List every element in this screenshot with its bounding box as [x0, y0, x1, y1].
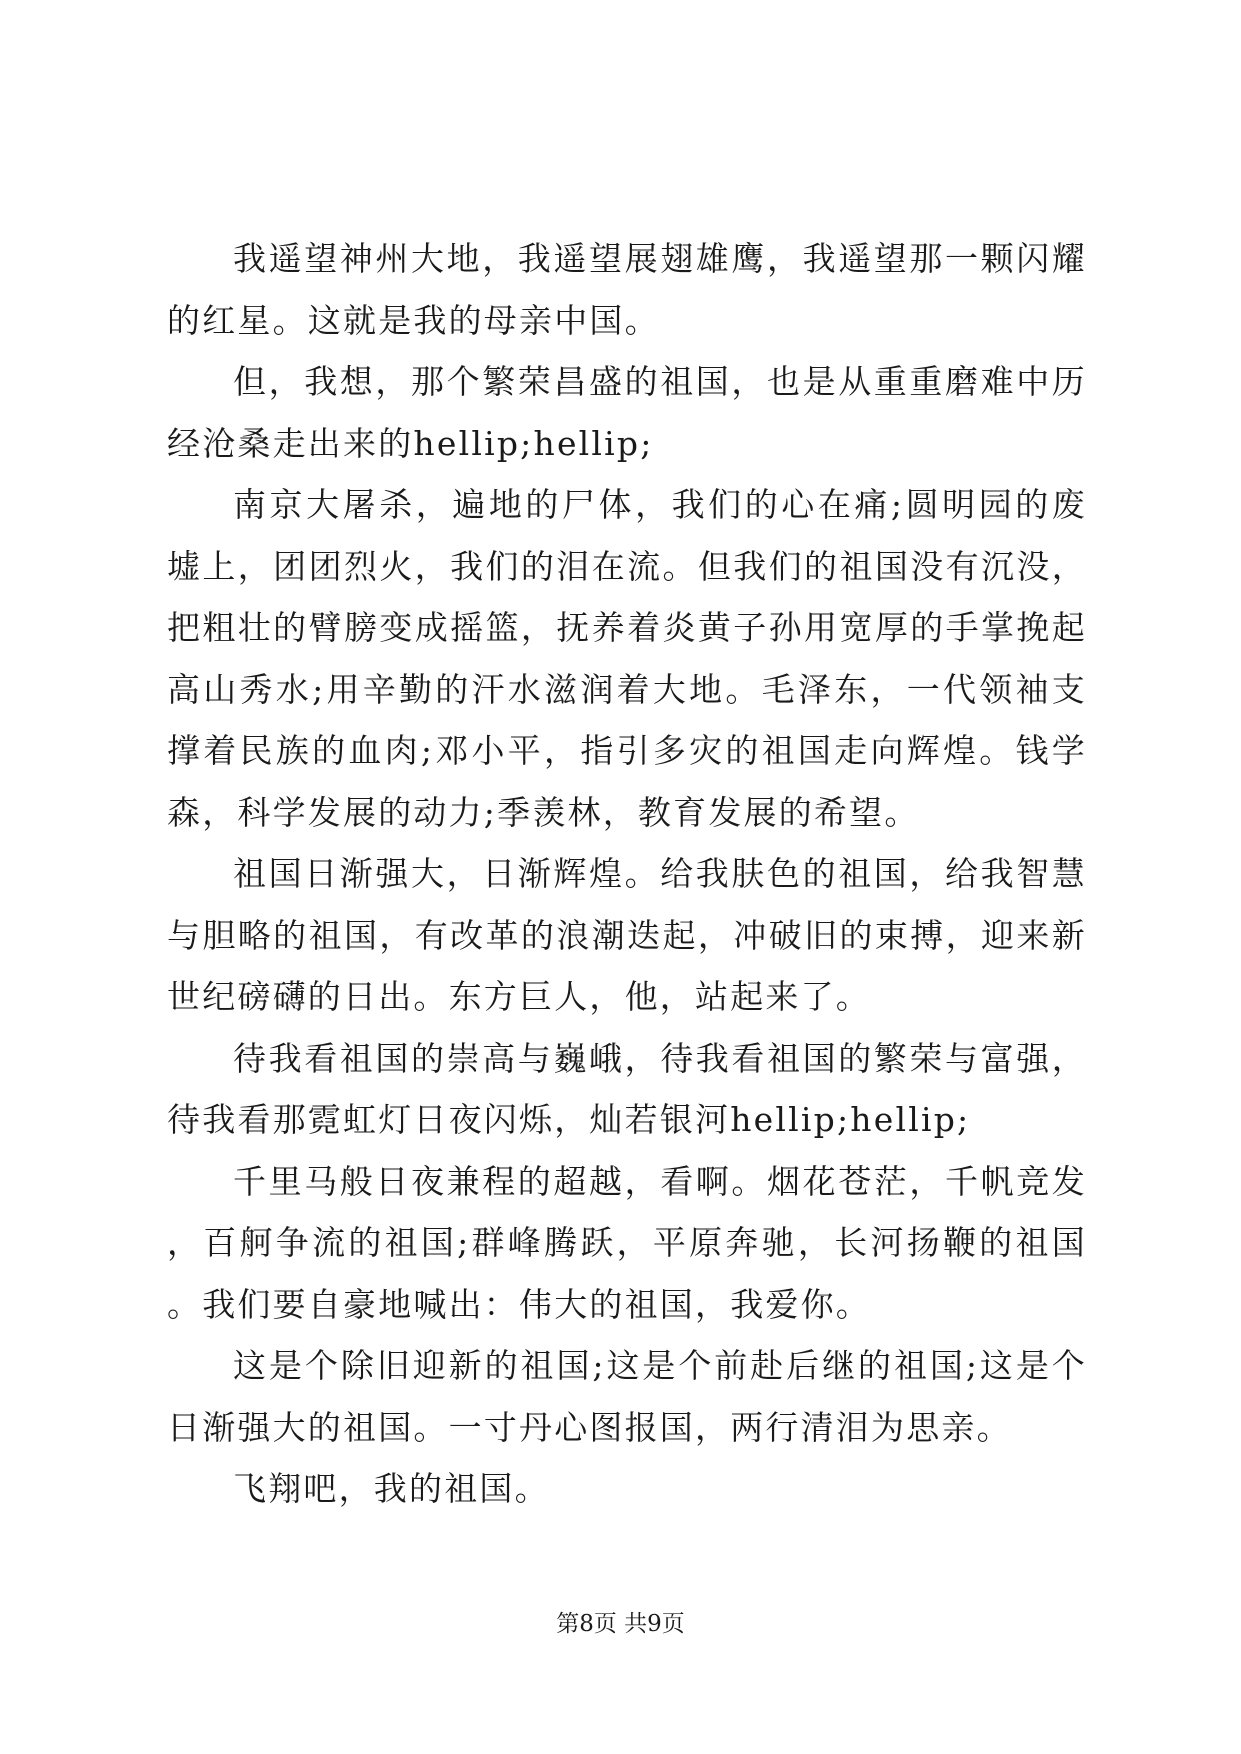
paragraph: 待我看祖国的崇高与巍峨，待我看祖国的繁荣与富强，待我看那霓虹灯日夜闪烁，灿若银河hellip;hellip; [167, 1038, 1087, 1139]
paragraph: 飞翔吧，我的祖国。 [233, 1469, 550, 1508]
page-number-label: 第8页 共9页 [556, 1611, 685, 1637]
paragraph: 我遥望神州大地，我遥望展翅雄鹰，我遥望那一颗闪耀的红星。这就是我的母亲中国。 [167, 239, 1087, 340]
paragraph: 但，我想，那个繁荣昌盛的祖国，也是从重重磨难中历经沧桑走出来的hellip;hellip; [167, 362, 1087, 463]
paragraph: 南京大屠杀，遍地的尸体，我们的心在痛;圆明园的废墟上，团团烈火，我们的泪在流。但我们的祖国没有沉没，把粗壮的臂膀变成摇篮，抚养着炎黄子孙用宽厚的手掌挽起高山秀水;用辛勤的汗水滋润着大地。毛泽东，一代领袖支撑着民族的血肉;邓小平，指引多灾的祖国走向辉煌。钱学森，科学发展的动力;季羡林，教育发展的希望。 [167, 485, 1087, 832]
paragraph: 这是个除旧迎新的祖国;这是个前赴后继的祖国;这是个日渐强大的祖国。一寸丹心图报国，两行清泪为思亲。 [167, 1346, 1087, 1447]
document-body [167, 228, 1087, 1520]
paragraph: 千里马般日夜兼程的超越，看啊。烟花苍茫，千帆竞发，百舸争流的祖国;群峰腾跃，平原奔驰，长河扬鞭的祖国。我们要自豪地喊出：伟大的祖国，我爱你。 [167, 1161, 1087, 1324]
page-footer [0, 1609, 1241, 1639]
paragraph: 祖国日渐强大，日渐辉煌。给我肤色的祖国，给我智慧与胆略的祖国，有改革的浪潮迭起，冲破旧的束搏，迎来新世纪磅礴的日出。东方巨人，他，站起来了。 [167, 854, 1087, 1016]
